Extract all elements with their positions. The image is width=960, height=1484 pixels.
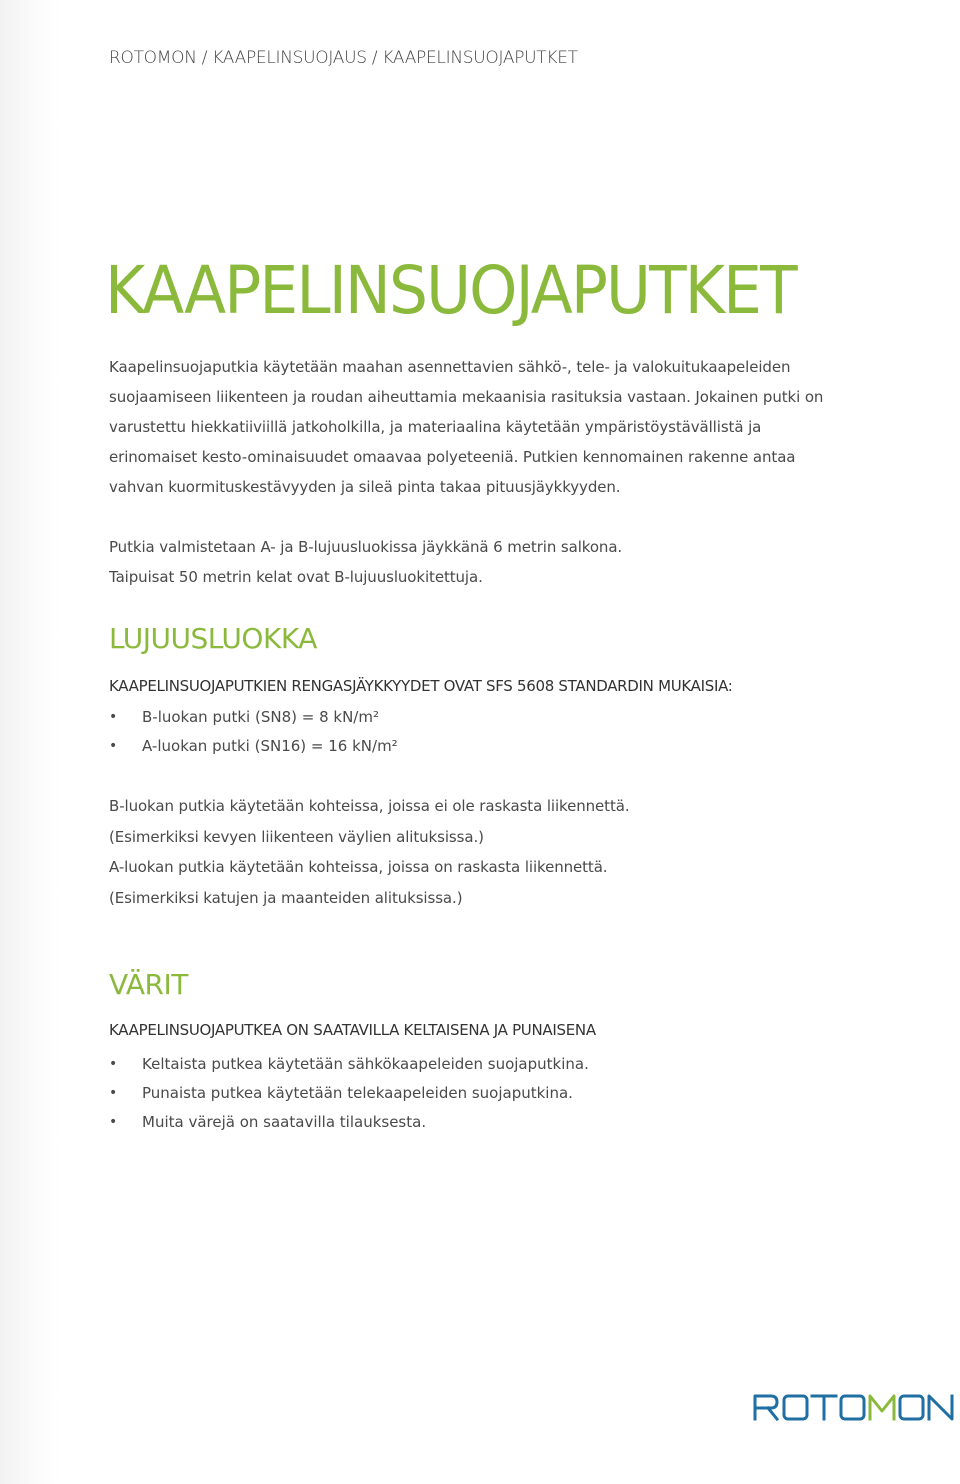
production-line-1: Putkia valmistetaan A- ja B-lujuusluokissa jäykkänä 6 metrin salkona. (109, 538, 623, 556)
strength-subheading: KAAPELINSUOJAPUTKIEN RENGASJÄYKKYYDET OVAT SFS 5608 STANDARDIN MUKAISIA: (109, 677, 733, 695)
list-item-text: A-luokan putki (SN16) = 16 kN/m² (142, 737, 398, 755)
list-item (109, 703, 398, 732)
colors-subheading: KAAPELINSUOJAPUTKEA ON SAATAVILLA KELTAISENA JA PUNAISENA (109, 1021, 596, 1039)
bullet-icon: • (109, 709, 118, 725)
list-item-text: Muita värejä on saatavilla tilauksesta. (142, 1113, 427, 1131)
strength-list (109, 703, 398, 761)
bullet-icon: • (109, 1056, 118, 1072)
list-item-text: Punaista putkea käytetään telekaapeleiden suojaputkina. (142, 1084, 573, 1102)
list-item (109, 1050, 589, 1079)
bullet-icon: • (109, 738, 118, 754)
rotomon-logo-mark (752, 1392, 956, 1422)
bullet-icon: • (109, 1085, 118, 1101)
colors-heading: VÄRIT (109, 968, 188, 1001)
note-line: (Esimerkiksi katujen ja maanteiden alituksissa.) (109, 888, 463, 907)
list-item (109, 1108, 589, 1137)
list-item-text: B-luokan putki (SN8) = 8 kN/m² (142, 708, 379, 726)
list-item (109, 1079, 589, 1108)
note-line: B-luokan putkia käytetään kohteissa, joissa ei ole raskasta liikennettä. (109, 797, 630, 815)
note-line: (Esimerkiksi kevyen liikenteen väylien alituksissa.) (109, 827, 484, 846)
page-edge-shade (0, 0, 60, 1484)
page-title: KAAPELINSUOJAPUTKET (105, 252, 796, 329)
list-item (109, 732, 398, 761)
note-line: A-luokan putkia käytetään kohteissa, joissa on raskasta liikennettä. (109, 858, 608, 876)
rotomon-logo (752, 1392, 956, 1422)
breadcrumb: ROTOMON / KAAPELINSUOJAUS / KAAPELINSUOJAPUTKET (109, 48, 578, 68)
production-paragraph (109, 532, 849, 592)
intro-paragraph: Kaapelinsuojaputkia käytetään maahan asennettavien sähkö-, tele- ja valokuitukaapeleiden suojaamiseen liikenteen ja roudan aiheuttamia mekaanisia rasituksia vastaan. Jokainen putki on varustettu hiekkatiiviillä jatkoholkilla, ja materiaalina käytetään ympäristöystävällistä ja erinomaiset kesto-ominaisuudet omaavaa polyeteeniä. Putkien kennomainen rakenne antaa vahvan kuormituskestävyyden ja sileä pinta takaa pituusjäykkyyden. (109, 358, 824, 496)
strength-notes (109, 791, 629, 913)
production-line-2: Taipuisat 50 metrin kelat ovat B-lujuusluokitettuja. (109, 568, 483, 586)
bullet-icon: • (109, 1114, 118, 1130)
list-item-text: Keltaista putkea käytetään sähkökaapeleiden suojaputkina. (142, 1055, 589, 1073)
strength-class-heading: LUJUUSLUOKKA (109, 622, 317, 655)
colors-list (109, 1050, 589, 1137)
